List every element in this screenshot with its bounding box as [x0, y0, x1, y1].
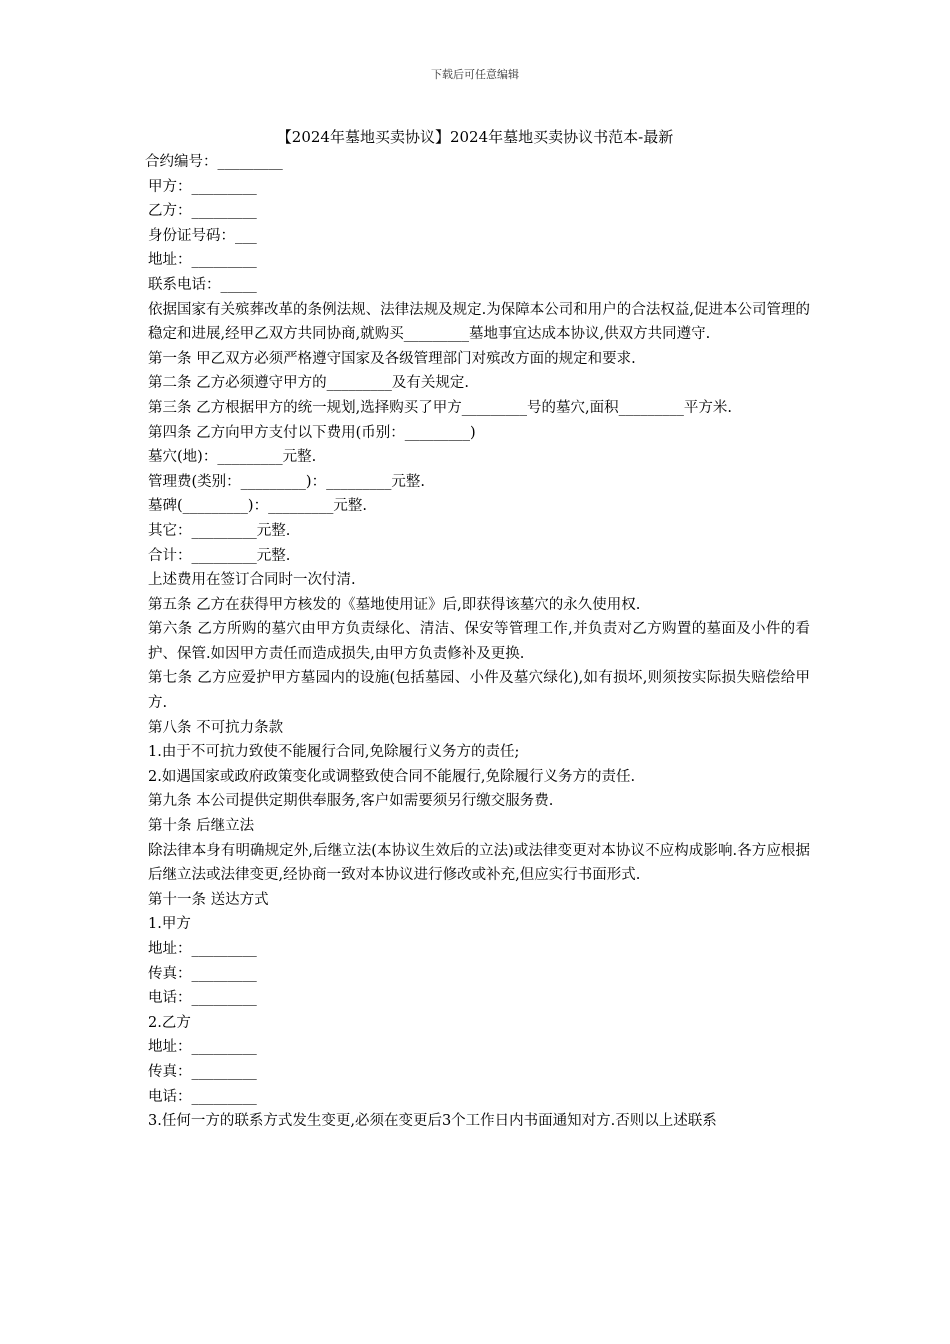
phone-line: 联系电话：_____ [148, 276, 257, 293]
contract-number-line: 合约编号：_________ [145, 154, 283, 170]
fee-management: 管理费(类别：_________)：_________元整. [148, 473, 425, 490]
address-line: 地址：_________ [148, 252, 257, 269]
party-b-line: 乙方：_________ [148, 203, 257, 220]
party-a-phone: 电话：_________ [148, 990, 257, 1007]
article-10-body: 除法律本身有明确规定外,后继立法(本协议生效后的立法)或法律变更对本协议不应构成影响.各方应根据后继立法或法律变更,经协商一致对本协议进行修改或补充,但应实行书面形式. [148, 842, 810, 884]
article-4: 第四条 乙方向甲方支付以下费用(币别：_________) [148, 424, 476, 441]
article-11-heading: 第十一条 送达方式 [148, 891, 269, 908]
article-3: 第三条 乙方根据甲方的统一规划,选择购买了甲方_________号的墓穴,面积_________平方米. [148, 399, 732, 416]
party-a-contact-heading: 1.甲方 [148, 916, 191, 933]
party-b-address: 地址：_________ [148, 1039, 257, 1056]
party-a-address: 地址：_________ [148, 941, 257, 957]
document-title: 【2024年墓地买卖协议】2024年墓地买卖协议书范本-最新 [276, 128, 674, 146]
party-b-contact-heading: 2.乙方 [148, 1014, 191, 1031]
party-a-fax: 传真：_________ [148, 965, 257, 982]
header-note: 下载后可任意编辑 [431, 68, 519, 81]
article-2: 第二条 乙方必须遵守甲方的_________及有关规定. [148, 375, 469, 392]
fee-grave: 墓穴(地)：_________元整. [148, 449, 317, 466]
fee-tombstone: 墓碑(_________)：_________元整. [148, 498, 367, 515]
fee-total: 合计：_________元整. [148, 547, 291, 564]
article-1: 第一条 甲乙双方必须严格遵守国家及各级管理部门对殡改方面的规定和要求. [148, 350, 636, 367]
article-7: 第七条 乙方应爱护甲方墓园内的设施(包括墓园、小件及墓穴绿化),如有损坏,则须按实际损失赔偿给甲方. [148, 670, 810, 712]
article-6: 第六条 乙方所购的墓穴由甲方负责绿化、清洁、保安等管理工作,并负责对乙方购置的墓面及小件的看护、保管.如因甲方责任而造成损失,由甲方负责修补及更换. [148, 621, 810, 662]
fee-other: 其它：_________元整. [148, 522, 291, 539]
preamble-paragraph: 依据国家有关殡葬改革的条例法规、法律法规及规定.为保障本公司和用户的合法权益,促进本公司管理的稳定和进展,经甲乙双方共同协商,就购买_________墓地事宜达成本协议,供双方共同遵守. [148, 301, 810, 343]
party-a-line: 甲方：_________ [148, 178, 257, 195]
contact-change-clause: 3.任何一方的联系方式发生变更,必须在变更后3个工作日内书面通知对方.否则以上述联系 [148, 1113, 717, 1130]
id-number-line: 身份证号码：___ [148, 227, 257, 244]
article-8-item-1: 1.由于不可抗力致使不能履行合同,免除履行义务方的责任; [148, 744, 520, 761]
party-b-fax: 传真：_________ [148, 1063, 257, 1080]
article-8-item-2: 2.如遇国家或政府政策变化或调整致使合同不能履行,免除履行义务方的责任. [148, 768, 636, 785]
party-b-phone: 电话：_________ [148, 1088, 257, 1105]
article-8-heading: 第八条 不可抗力条款 [148, 719, 284, 736]
article-10-heading: 第十条 后继立法 [148, 818, 255, 835]
document-body [145, 150, 810, 1134]
article-5: 第五条 乙方在获得甲方核发的《墓地使用证》后,即获得该墓穴的永久使用权. [148, 596, 641, 613]
payment-note: 上述费用在签订合同时一次付清. [148, 572, 356, 589]
article-9: 第九条 本公司提供定期供奉服务,客户如需要须另行缴交服务费. [148, 793, 554, 810]
